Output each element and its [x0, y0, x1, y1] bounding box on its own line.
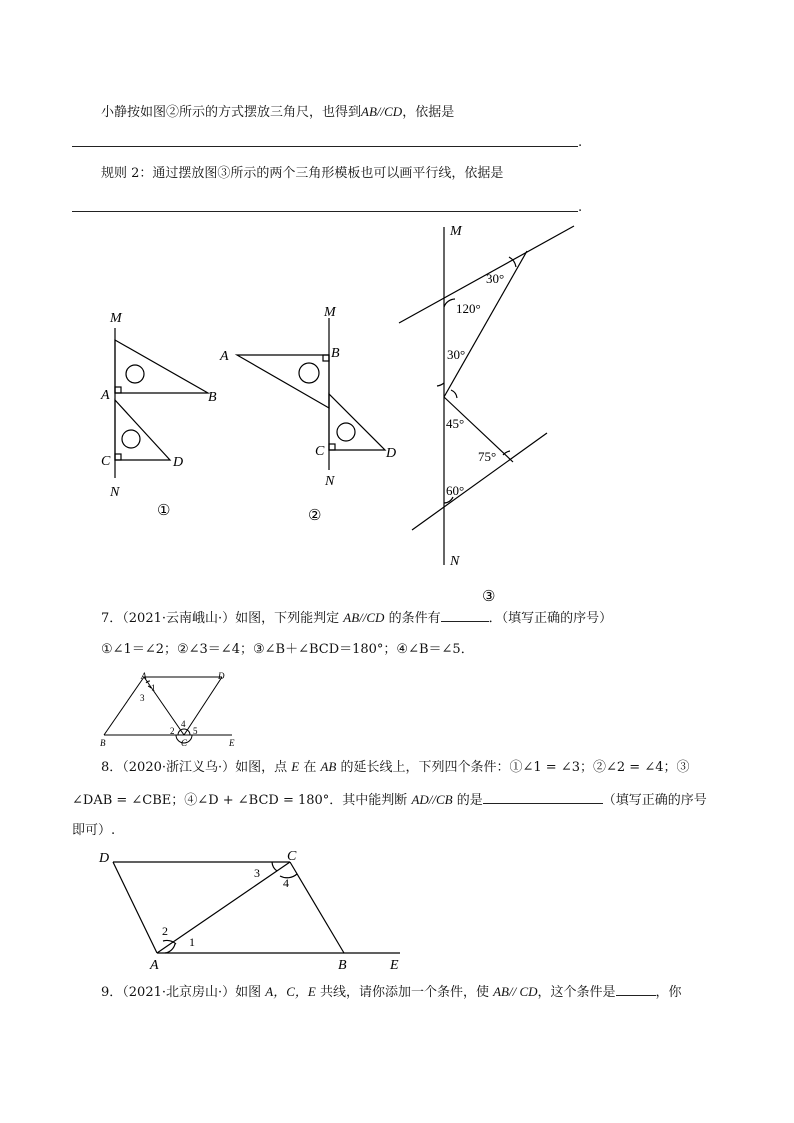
fig2-label-M: M	[324, 305, 336, 320]
fig7-num-5: 5	[193, 726, 198, 736]
p1-sep: //	[376, 104, 385, 119]
figure-7	[104, 677, 232, 743]
fig3-angle-30: 30°	[447, 347, 466, 362]
fig7-num-1: 1	[151, 683, 156, 693]
q7-suffix: 的条件有	[384, 611, 441, 626]
q8-ab: AB	[320, 759, 337, 774]
fig8-label-D: D	[99, 851, 110, 866]
question-9	[101, 983, 682, 1002]
question-8-line-1	[101, 758, 689, 777]
fig7-num-4: 4	[181, 719, 186, 729]
q8-text-b: 在	[299, 760, 321, 775]
p1-text: 小静按如图②所示的方式摆放三角尺，也得到	[101, 105, 362, 120]
q7-relation: AB//CD	[343, 610, 385, 625]
fig8-num-2: 2	[162, 924, 168, 938]
fig3-label-M: M	[450, 224, 462, 239]
question-8-line-3: 即可）.	[72, 823, 116, 838]
fig7-label-D: D	[218, 671, 225, 681]
figure-1	[115, 328, 208, 478]
fig2-label-D: D	[386, 446, 397, 461]
q9-tail: ，你	[655, 985, 682, 1000]
q8-point-e: E	[291, 759, 300, 774]
fig8-label-C: C	[287, 849, 297, 864]
fig3-angle-45: 45°	[446, 416, 465, 431]
q9-prefix: 9．（2021·北京房山·）如图	[101, 985, 266, 1000]
fig1-label-B: B	[208, 390, 217, 405]
question-8-line-2	[72, 791, 707, 810]
fig7-label-B: B	[100, 738, 106, 748]
fig7-label-E: E	[229, 738, 235, 748]
figure-2	[237, 318, 385, 470]
fig1-label-M: M	[110, 311, 122, 326]
q8-text-a: 8．（2020·浙江义乌·）如图，点	[101, 760, 292, 775]
fig3-label-N: N	[450, 554, 460, 569]
fig3-angle-120: 120°	[456, 301, 481, 316]
fig8-label-E: E	[390, 958, 399, 973]
fig8-num-4: 4	[283, 876, 289, 890]
fig2-label-N: N	[325, 474, 335, 489]
fig3-angle-60: 60°	[446, 483, 465, 498]
q8-text-f: （填写正确的序号	[602, 793, 707, 808]
p1-cd: CD	[384, 104, 403, 119]
q7-prefix: 7．（2021·云南峨山·）如图，下列能判定	[101, 611, 344, 626]
q9-answer-blank[interactable]	[616, 983, 656, 996]
p1-tail: ，依据是	[402, 105, 455, 120]
q7-suffix-2: ．（填写正确的序号）	[488, 611, 613, 626]
answer-blank-1-end: .	[578, 135, 583, 150]
fig3-angle-75: 75°	[478, 449, 497, 464]
q9-mid: 共线，请你添加一个条件，使	[315, 985, 494, 1000]
fig7-label-A: A	[141, 671, 147, 681]
paragraph-2: 规则 2：通过摆放图③所示的两个三角形模板也可以画平行线，依据是	[101, 166, 504, 181]
answer-blank-2-end: .	[578, 200, 583, 215]
q9-suffix: ，这个条件是	[537, 985, 616, 1000]
fig8-label-B: B	[338, 958, 347, 973]
fig8-num-3: 3	[254, 866, 260, 880]
q9-relation: AB// CD	[493, 984, 538, 999]
fig2-caption: ②	[308, 508, 322, 524]
fig7-num-3: 3	[140, 693, 145, 703]
q8-text-d: ∠DAB = ∠CBE；④∠D + ∠BCD = 180°．其中能判断	[72, 793, 412, 808]
fig7-label-C: C	[181, 738, 188, 748]
q9-points: A，C，E	[265, 984, 316, 999]
question-7	[101, 609, 612, 628]
fig7-num-2: 2	[170, 726, 175, 736]
fig3-angle-30-top: 30°	[486, 271, 505, 286]
q8-answer-blank[interactable]	[483, 791, 603, 804]
q7-answer-blank[interactable]	[441, 609, 489, 622]
q8-text-c: 的延长线上，下列四个条件：①∠1 = ∠3；②∠2 = ∠4；③	[336, 760, 690, 775]
fig8-num-1: 1	[189, 935, 195, 949]
fig2-label-A: A	[220, 349, 229, 364]
fig1-label-D: D	[173, 455, 184, 470]
fig8-label-A: A	[150, 958, 159, 973]
fig1-label-C: C	[101, 454, 111, 469]
q8-relation: AD//CB	[411, 792, 453, 807]
fig1-caption: ①	[157, 503, 171, 519]
q8-text-e: 的是	[452, 793, 483, 808]
fig1-label-N: N	[110, 485, 120, 500]
fig1-label-A: A	[101, 388, 110, 403]
question-7-options: ①∠1＝∠2；②∠3＝∠4；③∠B＋∠BCD＝180°；④∠B＝∠5．	[101, 642, 474, 657]
fig2-label-C: C	[315, 444, 325, 459]
fig2-label-B: B	[331, 346, 340, 361]
fig3-caption: ③	[482, 589, 496, 605]
p1-ab: AB	[361, 104, 377, 119]
